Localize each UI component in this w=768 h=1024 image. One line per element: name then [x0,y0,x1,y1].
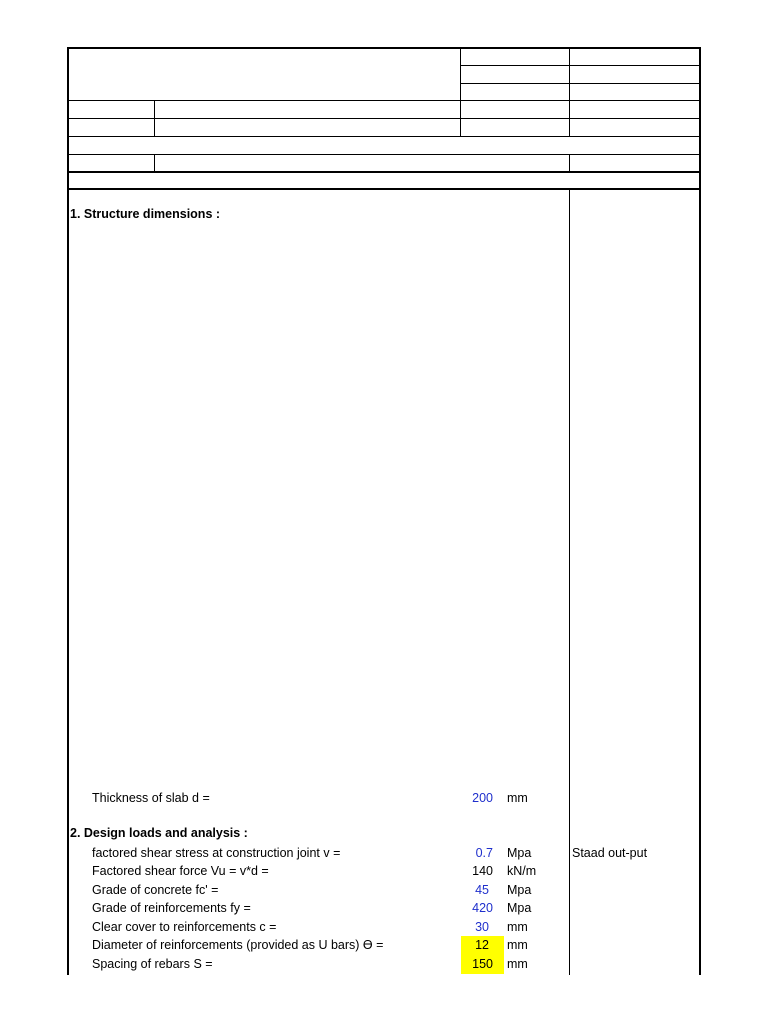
concrete-grade-unit: Mpa [507,883,532,897]
shear-stress-note: Staad out-put [572,846,648,860]
section-1-title: 1. Structure dimensions : [70,207,221,221]
header-col-d [154,154,155,171]
left-border [67,47,69,975]
thickness-value: 200 [472,791,493,805]
diameter-label: Diameter of reinforcements (provided as U bars) Ө = [92,938,384,952]
spacing-unit: mm [507,957,528,971]
header-col-c [154,100,155,136]
spacing-value[interactable]: 150 [472,957,493,971]
clear-cover-label: Clear cover to reinforcements c = [92,920,277,934]
reinf-grade-label: Grade of reinforcements fy = [92,901,251,915]
thickness-label: Thickness of slab d = [92,791,210,805]
shear-force-unit: kN/m [507,864,537,878]
shear-stress-value: 0.7 [475,846,493,860]
remarks-column-divider [569,188,570,975]
header-col-e [569,154,570,171]
diameter-value[interactable]: 12 [475,938,489,952]
header-line-6 [67,154,700,155]
header-line-8 [67,188,701,190]
header-col-a [460,47,461,136]
header-line-7 [67,171,701,173]
shear-stress-label: factored shear stress at construction joint v = [92,846,341,860]
concrete-grade-label: Grade of concrete fc' = [92,883,219,897]
diameter-unit: mm [507,938,528,952]
concrete-grade-value: 45 [475,883,489,897]
header-line-1 [460,65,700,66]
shear-stress-unit: Mpa [507,846,532,860]
header-line-3 [67,100,700,101]
section-2-title: 2. Design loads and analysis : [70,826,248,840]
right-border [699,47,701,975]
header-line-2 [460,83,700,84]
reinf-grade-unit: Mpa [507,901,532,915]
clear-cover-value: 30 [475,920,489,934]
header-line-5 [67,136,700,137]
shear-force-label: Factored shear force Vu = v*d = [92,864,269,878]
header-col-b [569,47,570,136]
header-line-4 [67,118,700,119]
thickness-unit: mm [507,791,528,805]
spacing-label: Spacing of rebars S = [92,957,213,971]
clear-cover-unit: mm [507,920,528,934]
shear-force-value: 140 [472,864,493,878]
reinf-grade-value: 420 [472,901,493,915]
top-border [67,47,701,49]
